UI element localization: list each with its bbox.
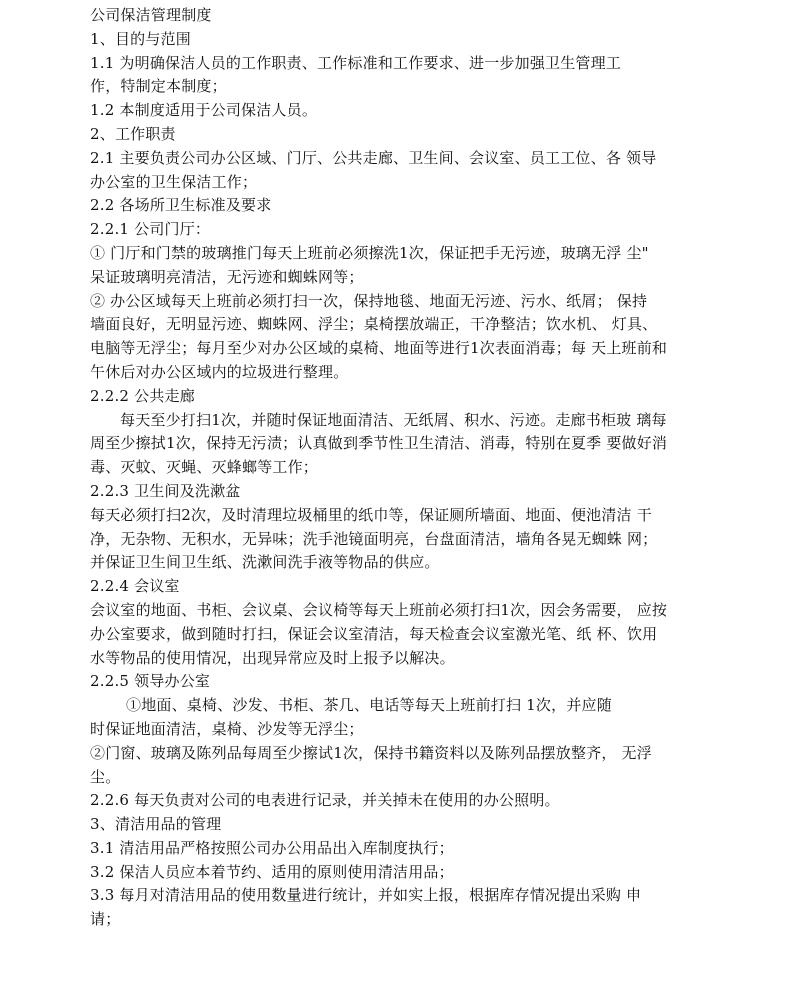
subsection-heading: 2.2 各场所卫生标准及要求: [90, 196, 272, 215]
subsection-heading: 2.2.2 公共走廊: [90, 386, 195, 405]
paragraph-line: 会议室的地面、书柜、会议桌、会议椅等每天上班前必须打扫1次，因会务需要， 应按: [90, 600, 668, 619]
subsection-heading: 2.2.1 公司门厅：: [90, 220, 211, 239]
section-heading: 2、工作职责: [90, 124, 176, 143]
paragraph-line: 1.1 为明确保洁人员的工作职责、工作标准和工作要求、进一步加强卫生管理工: [90, 53, 622, 72]
paragraph-line: 请；: [90, 910, 121, 929]
paragraph-line: 毒、灭蚊、灭蝇、灭蜂螂等工作；: [90, 458, 319, 477]
document-title: 公司保洁管理制度: [90, 6, 212, 24]
document-page: [90, 4, 710, 932]
subsection-heading: 2.2.5 领导办公室: [90, 672, 211, 691]
paragraph-line: 3.3 每月对清洁用品的使用数量进行统计，并如实上报，根据库存情况提出采购 申: [90, 886, 642, 905]
section-heading: 1、目的与范围: [90, 29, 191, 48]
paragraph-line: 3.1 清洁用品严格按照公司办公用品出入库制度执行；: [90, 838, 454, 857]
paragraph-line: 净，无杂物、无积水，无异味；洗手池镜面明亮，台盘面清洁，墙角各晃无蜘蛛 网；: [90, 529, 658, 548]
paragraph-line: 呆证玻璃明亮清洁，无污迹和蜘蛛网等；: [90, 267, 364, 286]
paragraph-line: 办公室的卫生保洁工作；: [90, 172, 258, 191]
subsection-heading: 2.2.4 会议室: [90, 577, 180, 596]
subsection-heading: 2.2.3 卫生间及洗漱盆: [90, 481, 241, 500]
paragraph-line: 3.2 保洁人员应本着节约、适用的原则使用清洁用品；: [90, 862, 454, 881]
paragraph-line: 作，特制定本制度；: [90, 77, 227, 96]
section-heading: 3、清洁用品的管理: [90, 815, 222, 834]
paragraph-line: 午休后对办公区域内的垃圾进行整理。: [90, 362, 349, 381]
paragraph-line: 并保证卫生间卫生纸、洗漱间洗手液等物品的供应。: [90, 553, 440, 572]
paragraph-line: 周至少擦拭1次，保持无污渍；认真做到季节性卫生清洁、消毒，特别在夏季 要做好消: [90, 434, 668, 453]
paragraph-line: ① 门厅和门禁的玻璃推门每天上班前必须擦洗1次，保证把手无污迹，玻璃无浮 尘": [90, 243, 649, 262]
paragraph-line: ②门窗、玻璃及陈列品每周至少擦试1次，保持书籍资料以及陈列品摆放整齐， 无浮: [90, 743, 652, 762]
paragraph-line: 1.2 本制度适用于公司保洁人员。: [90, 101, 318, 120]
paragraph-line: 办公室要求，做到随时打扫，保证会议室清洁，每天检查会议室激光笔、纸 杯、饮用: [90, 624, 658, 643]
paragraph-line: 每天至少打扫1次，并随时保证地面清洁、无纸屑、积水、污迹。走廊书柜玻 璃每: [120, 410, 667, 429]
paragraph-line: 2.1 主要负责公司办公区域、门厅、公共走廊、卫生间、会议室、员工工位、各 领导: [90, 148, 657, 167]
paragraph-line: 时保证地面清洁，桌椅、沙发等无浮尘；: [90, 719, 364, 738]
paragraph-line: ② 办公区域每天上班前必须打扫一次，保持地毯、地面无污迹、污水、纸屑； 保持: [90, 291, 648, 310]
paragraph-line: ①地面、桌椅、沙发、书柜、茶几、电话等每天上班前打扫 1次，并应随: [126, 696, 612, 715]
paragraph-line: 墙面良好，无明显污迹、蜘蛛网、浮尘；桌椅摆放端正，干净整洁；饮水机、 灯具、: [90, 315, 658, 334]
paragraph-line: 尘。: [90, 767, 121, 786]
paragraph-line: 每天必须打扫2次，及时清理垃圾桶里的纸巾等，保证厕所墙面、地面、便池清洁 干: [90, 505, 652, 524]
paragraph-line: 2.2.6 每天负责对公司的电表进行记录，并关掉未在使用的办公照明。: [90, 791, 560, 810]
paragraph-line: 水等物品的使用情况，出现异常应及时上报予以解决。: [90, 648, 455, 667]
paragraph-line: 电脑等无浮尘；每月至少对办公区域的桌椅、地面等进行1次表面消毒；每 天上班前和: [90, 339, 668, 358]
